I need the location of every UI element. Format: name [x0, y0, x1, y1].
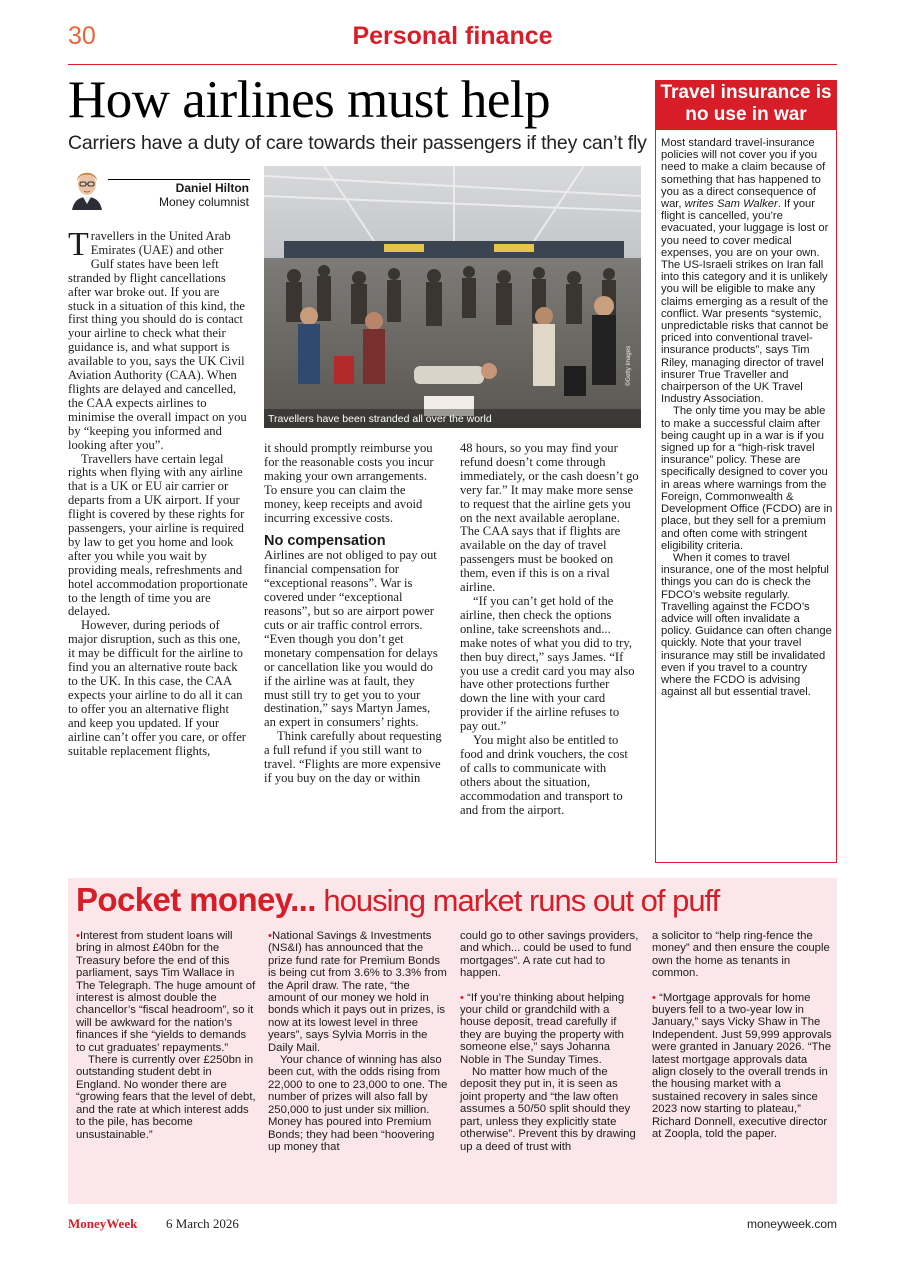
author-role: Money columnist — [158, 195, 249, 209]
paragraph: “If you can’t get hold of the airline, then check the options online, take screenshots and... make notes of what you did to try, then buy direct,” says James. “If you use a credit card you may also have other protections further down the line with your card provider if the airline refuses to pay out.” — [460, 593, 635, 734]
paragraph: Travellers have certain legal rights when flying with any airline that is a UK or EU air carrier or departs from a UK airport. If your flight is covered by these rights for passengers, your airline is required by law to get you home and look after you while you wait by providing meals, refreshments and hotel accommodation proportionate to the length of time you are delayed. — [68, 451, 248, 619]
bullet-icon: • — [268, 930, 272, 942]
byline: writes Sam Walker — [684, 198, 778, 211]
paragraph: There is currently over £250bn in outstanding student debt in England. No wonder there are “growing fears that the level of debt, and the rate at which interest adds to the pile, has become unsustainable.” — [76, 1054, 256, 1141]
paragraph: No matter how much of the deposit they put in, it is seen as joint property and “the law often assumes a 50/50 split should they part, unless they explicitly state otherwise”. Prevent this by drawing up a deed of trust with — [460, 1066, 636, 1153]
bullet-item: •National Savings & Investments (NS&I) has announced that the prize fund rate for Premium Bonds is being cut from 3.6% to 3.3% from the April draw. The rate, “the amount of our money we hold in bonds which it pays out in prizes, is now at its lowest level in three years”, says Sylvia Morris in the Daily Mail. — [268, 930, 447, 1054]
article-headline: How airlines must help — [68, 71, 551, 129]
pocket-column-3 — [460, 930, 640, 1153]
airport-crowd-photo — [264, 166, 641, 428]
article-column-2 — [264, 442, 442, 786]
sidebar-body — [661, 137, 833, 698]
header-divider — [68, 64, 837, 65]
paragraph: a solicitor to “help ring-fence the money” and then ensure the couple own the home as tenants in common. — [652, 930, 830, 980]
footer-brand-logo: MoneyWeek — [68, 1216, 138, 1231]
paragraph: You might also be entitled to food and drink vouchers, the cost of calls to communicate with others about the situation, accommodation and transport to and from the airport. — [460, 733, 628, 817]
paragraph: When it comes to travel insurance, one of the most helpful things you can do is check the FDCO’s website regularly. Travelling against the FCDO’s advice will often invalidate a policy. Guidance can often change quickly. Note that your travel insurance may still be invalidated even if you travel to a country where the FCDO is advising against all but essential travel. — [661, 551, 832, 699]
author-photo — [68, 164, 106, 210]
paragraph: could go to other savings providers, and which... could be used to fund mortgages”. A rate cut had to happen. — [460, 930, 639, 980]
bullet-icon: • — [652, 991, 656, 1004]
author-divider — [108, 179, 250, 180]
pocket-column-4 — [652, 930, 832, 1141]
article-column-3 — [460, 442, 640, 817]
pocket-column-1 — [76, 930, 256, 1141]
pocket-money-heading: Pocket money... housing market runs out of puff — [76, 881, 720, 918]
footer-date: 6 March 2026 — [166, 1216, 239, 1231]
photo-caption: Travellers have been stranded all over the world — [268, 413, 492, 425]
subheading: No compensation — [264, 533, 386, 550]
author-name: Daniel Hilton — [175, 181, 249, 195]
paragraph: it should promptly reimburse you for the reasonable costs you incur making your own arrangements. To ensure you can claim the money, keep receipts and avoid incurring excessive costs. — [264, 441, 434, 525]
bullet-icon: • — [460, 991, 464, 1004]
sidebar-title: Travel insurance is no use in war — [656, 80, 836, 130]
paragraph: Most standard travel-insurance policies will not cover you if you need to make a claim because of something that has happened to you as a direct consequence of war, writes Sam Walker. If your flight is cancelled, you’re evacuated, your luggage is lost or you need to cover medical expenses, you are on your own. The US-Israeli strikes on Iran fall into this category and it is unlikely you will be eligible to make any claims emerging as a result of the conflict. War presents “systemic, unpredictable risks that cannot be priced into conventional travel-insurance products”, says Tim Riley, managing director of travel insurer True Traveller and chairperson of the UK Travel Industry Association. — [661, 137, 829, 406]
photo-credit: ©Getty Images — [626, 345, 632, 386]
article-column-1 — [68, 226, 248, 758]
paragraph: 48 hours, so you may find your refund doesn’t come through immediately, or the cash doesn’t go very far.” It may make more sense to request that the airline gets you on the next available aeroplane. The CAA says that if flights are available on the day of travel passengers must be booked on them, even if this is on a rival airline. — [460, 441, 639, 595]
drop-cap: T — [68, 226, 89, 263]
paragraph: The only time you may be able to make a successful claim after being caught up in a war is if you signed up for a “high-risk travel insurance” policy. These are specifically designed to cover you in areas where warnings from the Foreign, Commonwealth & Development Office (FCDO) are in place, but they sell for a premium and often come with stringent eligibility criteria. — [661, 405, 833, 552]
footer-url: moneyweek.com — [746, 1217, 837, 1231]
paragraph: Airlines are not obliged to pay out financial compensation for “exceptional reasons”. War is covered under “exceptional reasons”, but so are airport power cuts or air traffic control errors. “Even though you don’t get monetary compensation for delays or cancellation like you would do if the airline was at fault, they must still try to get you to your destination,” says Martyn James, an expert in consumers’ rights. — [264, 548, 438, 730]
paragraph: Travellers in the United Arab Emirates (UAE) and other Gulf states have been left stranded by flight cancellations after war broke out. If you are stuck in a situation of this kind, the first thing you should do is contact your airline to check what their guidance is, and what support is available to you, says the UK Civil Aviation Authority (CAA). When flights are delayed and cancelled, the CAA expects airlines to minimise the overall impact on you by “keeping you informed and looking after you”. — [68, 226, 247, 452]
page-number: 30 — [68, 22, 96, 50]
section-title: Personal finance — [352, 22, 553, 50]
paragraph: Think carefully about requesting a full refund if you still want to travel. “Flights are more expensive if you buy on the day or within — [264, 729, 442, 785]
bullet-item: • “If you’re thinking about helping your child or grandchild with a house deposit, tread carefully if they are buying the property with someone else,” says Johanna Noble in The Sunday Times. — [460, 991, 625, 1066]
paragraph: Your chance of winning has also been cut, with the odds rising from 22,000 to one to 23,000 to one. The number of prizes will also fall by 250,000 to just under six million. Money has poured into Premium Bonds; they had been “hoovering up money that — [268, 1054, 448, 1153]
article-standfirst: Carriers have a duty of care towards their passengers if they can’t fly — [68, 132, 647, 154]
bullet-icon: • — [76, 930, 80, 942]
bullet-item: • “Mortgage approvals for home buyers fell to a two-year low in January,” says Vicky Shaw in The Independent. Just 59,999 approvals were granted in January 2026. “The latest mortgage approvals data align closely to the overall trends in the housing market with a sustained recovery in sales since 2023 now starting to plateau,” Richard Donnell, executive director at Zoopla, told the paper. — [652, 991, 832, 1141]
paragraph: However, during periods of major disruption, such as this one, it may be difficult for the airline to find you an alternative route back to the UK. In this case, the CAA expects your airline to do all it can to offer you an alternative flight and keep you updated. If your airline can’t offer you care, or offer suitable replacement flights, — [68, 618, 246, 758]
pocket-column-2 — [268, 930, 448, 1153]
bullet-item: •Interest from student loans will bring in almost £40bn for the Treasury before the end of this parliament, says Tim Wallace in The Telegraph. The huge amount of interest is almost double the chancellor’s “fiscal headroom”, so it will be awkward for the nation’s finances if she “yields to demands to cut graduates’ repayments.” — [76, 930, 256, 1054]
